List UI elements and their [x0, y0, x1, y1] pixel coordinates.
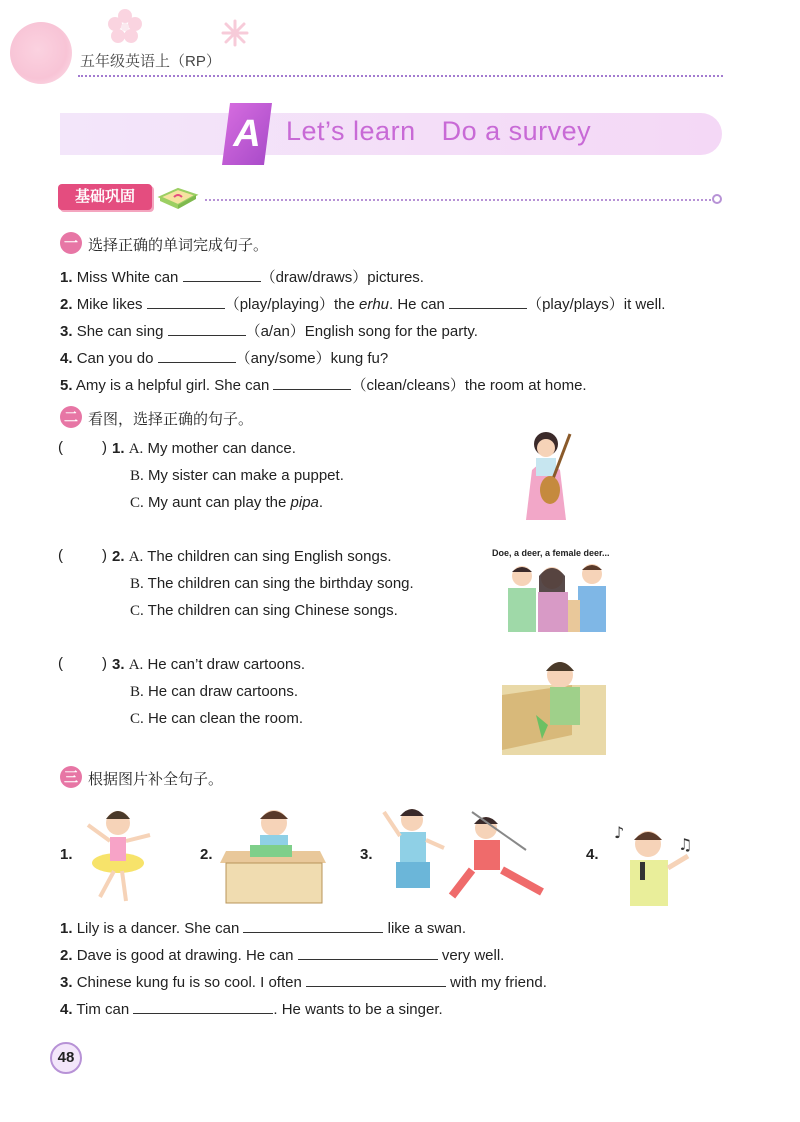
answer-blank[interactable] [147, 308, 225, 309]
section-number: 二 [60, 406, 82, 428]
option-a[interactable]: 2. A. The children can sing English songs. [112, 548, 392, 565]
answer-blank[interactable] [133, 1013, 273, 1014]
answer-paren-open: ( [58, 547, 63, 564]
option-c[interactable]: C. He can clean the room. [130, 710, 304, 727]
ballet-girl-illustration [80, 805, 160, 905]
exercise-line: 4. Tim can . He wants to be a singer. [60, 1001, 443, 1018]
section-title: 根据图片补全句子。 [88, 771, 224, 788]
answer-paren-open: ( [58, 655, 63, 672]
section-number: 一 [60, 232, 82, 254]
answer-blank[interactable] [449, 308, 527, 309]
option-b[interactable]: B. He can draw cartoons. [130, 683, 299, 700]
option-b[interactable]: B. The children can sing the birthday song. [130, 575, 414, 592]
lesson-title-part1: Let’s learn [286, 116, 416, 146]
singing-children-illustration [492, 560, 614, 632]
answer-slot[interactable] [72, 440, 100, 458]
song-caption: Doe, a deer, a female deer... [492, 548, 610, 558]
answer-blank[interactable] [183, 281, 261, 282]
exercise-line: 2. Mike likes （play/playing）the erhu. He can （play/plays）it well. [60, 296, 666, 313]
option-c[interactable]: C. My aunt can play the pipa. [130, 494, 324, 511]
header-divider [78, 75, 723, 77]
exercise-line: 3. She can sing （a/an）English song for the party. [60, 323, 478, 340]
answer-blank[interactable] [168, 335, 246, 336]
drawing-boy-illustration [216, 805, 332, 905]
page-number: 48 [50, 1042, 82, 1074]
book-icon [156, 183, 200, 211]
unit-letter: A [233, 113, 261, 155]
boy-cleaning-illustration [502, 655, 606, 755]
answer-blank[interactable] [158, 362, 236, 363]
section-title: 选择正确的单词完成句子。 [88, 237, 269, 254]
unit-letter-badge [222, 103, 272, 165]
flower-icon [105, 6, 145, 46]
answer-paren-close: ) [102, 547, 107, 564]
picture-label: 3. [360, 846, 373, 863]
answer-paren-close: ) [102, 439, 107, 456]
section-number: 三 [60, 766, 82, 788]
option-a[interactable]: 3. A. He can’t draw cartoons. [112, 656, 306, 673]
answer-blank[interactable] [273, 389, 351, 390]
book-title: 五年级英语上（RP） [80, 53, 221, 70]
option-b[interactable]: B. My sister can make a puppet. [130, 467, 344, 484]
exercise-line: 1. Lily is a dancer. She can like a swan. [60, 920, 467, 937]
lesson-title [286, 116, 591, 147]
section-tag: 基础巩固 [58, 184, 152, 210]
pipa-girl-illustration [518, 430, 580, 525]
option-c[interactable]: C. The children can sing Chinese songs. [130, 602, 398, 619]
answer-slot[interactable] [72, 548, 100, 566]
lesson-title-part2: Do a survey [441, 116, 592, 146]
singing-boy-illustration [604, 820, 700, 906]
exercise-line: 1. Miss White can （draw/draws）pictures. [60, 269, 424, 286]
answer-paren-open: ( [58, 439, 63, 456]
tag-divider [205, 199, 715, 201]
picture-label: 2. [200, 846, 213, 863]
flower-icon [220, 18, 250, 48]
svg-text:♪: ♪ [614, 823, 625, 842]
exercise-line: 4. Can you do （any/some）kung fu? [60, 350, 389, 367]
answer-paren-close: ) [102, 655, 107, 672]
tag-divider-end [712, 194, 722, 204]
blossom-decoration [10, 22, 72, 84]
exercise-line: 5. Amy is a helpful girl. She can （clean/cleans）the room at home. [60, 377, 587, 394]
svg-text:♫: ♫ [678, 835, 693, 854]
answer-slot[interactable] [72, 656, 100, 674]
option-a[interactable]: 1. A. My mother can dance. [112, 440, 296, 457]
picture-label: 4. [586, 846, 599, 863]
kung-fu-illustration [376, 800, 556, 905]
picture-label: 1. [60, 846, 73, 863]
section-title: 看图，选择正确的句子。 [88, 411, 254, 428]
exercise-line: 2. Dave is good at drawing. He can very well. [60, 947, 505, 964]
exercise-line: 3. Chinese kung fu is so cool. I often with my friend. [60, 974, 547, 991]
answer-blank[interactable] [298, 959, 438, 960]
answer-blank[interactable] [243, 932, 383, 933]
answer-blank[interactable] [306, 986, 446, 987]
